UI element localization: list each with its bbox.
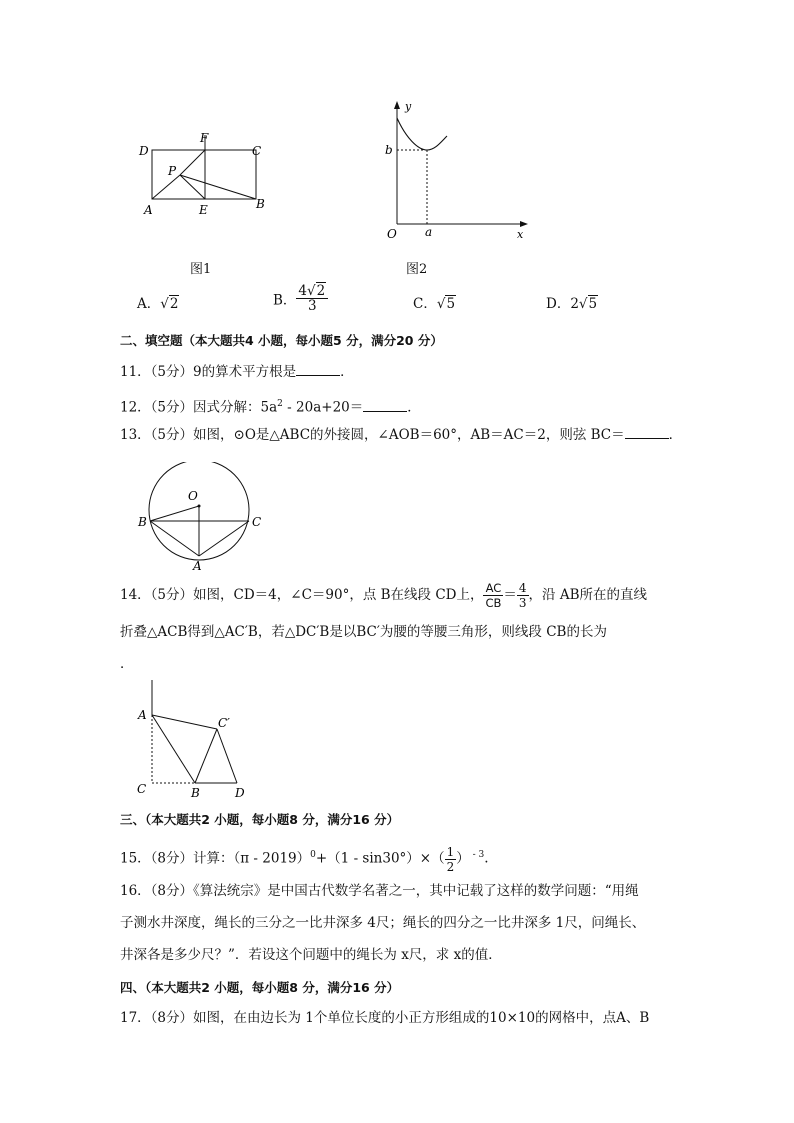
label-B: B	[138, 515, 147, 529]
label-C: C	[252, 515, 262, 529]
label-P: P	[168, 164, 177, 178]
option-d: D．2√5	[546, 296, 598, 312]
section-2-heading: 二、填空题（本大题共4 小题，每小题5 分，满分20 分）	[120, 333, 443, 348]
label-a: a	[425, 225, 433, 239]
question-16-line-2: 子测水井深度，绳长的三分之一比井深多 4尺；绳长的四分之一比井深多 1尺，问绳长、	[120, 915, 646, 931]
option-a: A．√2	[137, 296, 179, 312]
question-15: 15．（8分）计算：（π - 2019）$^0$+（1 - sin30°）×（ $\frac{1}{2}$ ） $^{- 3}$.	[120, 844, 489, 874]
figure-q14	[130, 675, 260, 805]
question-14-line-2: 折叠△ACB得到△AC′B，若△DC′B是以BC′为腰的等腰三角形，则线段 CB的长为	[120, 624, 607, 640]
figure-q13-circle	[130, 462, 270, 574]
figure-1	[130, 125, 280, 225]
question-12: 12．（5分）因式分解：$5a^2 - 20a+20=$ ．	[120, 399, 421, 416]
question-14-line-1: 14．（5分）如图，CD＝4，∠C＝90°，点 B在线段 CD上， $\frac{AC}{CB}$ ＝ $\frac{4}{3}$ ，沿 AB所在的直线	[120, 581, 648, 610]
label-A: A	[144, 203, 153, 217]
figure-2	[378, 98, 538, 243]
question-16-line-1: 16．（8分）《算法统宗》是中国古代数学名著之一，其中记载了这样的数学问题：“用绳	[120, 883, 639, 899]
section-3-heading: 三、（本大题共2 小题，每小题8 分，满分16 分）	[120, 812, 400, 827]
label-B: B	[256, 197, 265, 211]
question-14-line-3: ．	[120, 656, 134, 672]
label-C-prime: C′	[218, 716, 230, 730]
label-O: O	[188, 489, 198, 503]
figure-1-caption: 图1	[190, 262, 212, 277]
label-E: E	[199, 203, 208, 217]
label-b: b	[385, 143, 393, 157]
question-13: 13．（5分）如图，⊙O是△ABC的外接圆，∠AOB＝60°，AB＝AC＝2，则弦 BC＝ ．	[120, 427, 683, 443]
label-O: O	[387, 227, 397, 241]
label-C: C	[137, 782, 147, 796]
question-16-line-3: 井深各是多少尺？”．若设这个问题中的绳长为 x尺，求 x的值．	[120, 947, 502, 963]
question-17-line-1: 17．（8分）如图，在由边长为 1个单位长度的小正方形组成的10×10的网格中，点A、B	[120, 1010, 650, 1026]
label-x: x	[517, 228, 524, 241]
option-c: C．√5	[413, 296, 456, 312]
question-11: 11．（5分）9的算术平方根是 ．	[120, 364, 354, 380]
label-D: D	[235, 786, 245, 800]
figure-2-caption: 图2	[406, 262, 428, 277]
label-A: A	[138, 708, 147, 722]
label-A: A	[193, 559, 202, 573]
section-4-heading: 四、（本大题共2 小题，每小题8 分，满分16 分）	[120, 980, 400, 995]
label-B: B	[191, 786, 200, 800]
option-b: B． $\frac{4√2}{3}$	[273, 284, 328, 313]
label-D: D	[139, 144, 149, 158]
label-y: y	[405, 100, 412, 113]
label-F: F	[200, 131, 209, 145]
label-C: C	[252, 144, 262, 158]
